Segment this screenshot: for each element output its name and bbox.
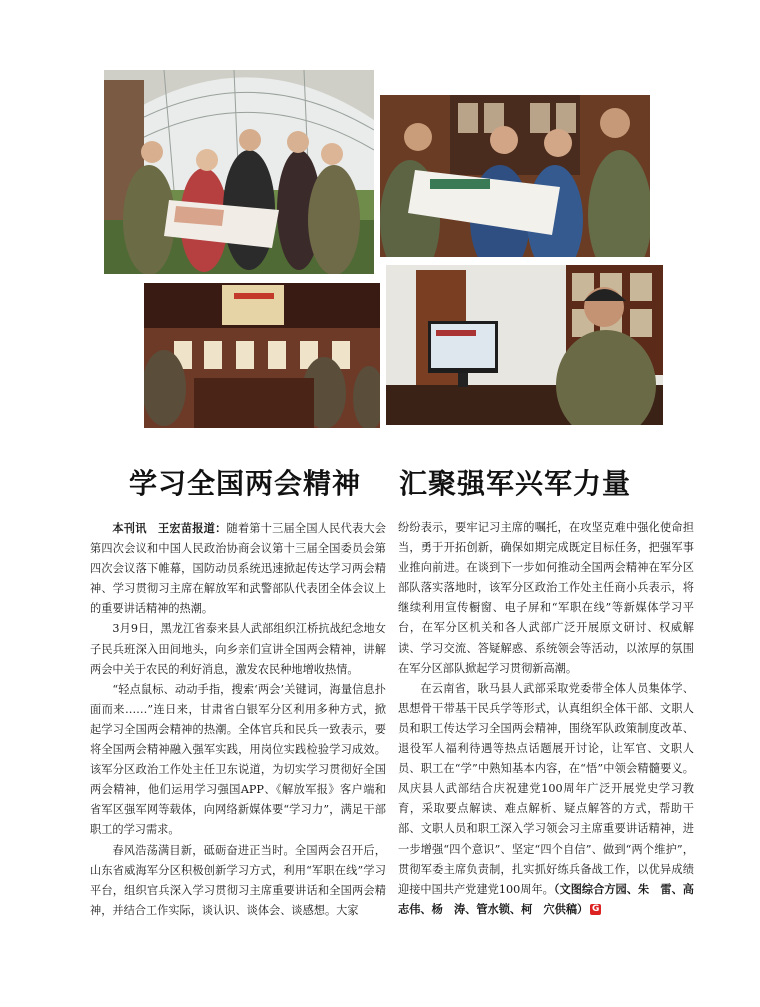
article-column-right [398, 518, 694, 920]
photo-meeting-room [144, 283, 380, 428]
article-credits: （文图综合方园、朱 雷、高志伟、杨 涛、管水锁、柯 穴供稿） [398, 882, 694, 916]
photo-greenhouse-militia [104, 70, 374, 274]
end-mark-icon: G [592, 904, 600, 915]
article-paragraph-3: “轻点鼠标、动动手指，搜索‘两会’关键词，海量信息扑面而来……”连日来，甘肃省白银军分区利用多种方式，掀起学习全国两会精神的热潮。全体官兵和民兵一致表示，要将全国两会精神融入强军实践，用岗位实践检验学习成效。该军分区政治工作处主任卫东说道，为切实学习贯彻好全国两会精神，他们运用学习强国APP、《解放军报》客户端和省军区强军网等载体，向网络新媒体要“学习力”，满足干部职工的学习需求。 [90, 682, 386, 837]
byline: 本刊讯 王宏苗报道： [112, 521, 227, 535]
article-column-left [90, 518, 386, 921]
article-paragraph-2: 3月9日，黑龙江省泰来县人武部组织江桥抗战纪念地女子民兵班深入田间地头，向乡亲们宣讲全国两会精神，讲解两会中关于农民的利好消息，激发农民种地增收热情。 [90, 622, 386, 676]
article-paragraph-4-continued: 纷纷表示，要牢记习主席的嘱托，在攻坚克难中强化使命担当，勇于开拓创新，确保如期完成既定目标任务，把强军事业推向前进。在谈到下一步如何推动全国两会精神在军分区部队落实落地时，该军分区政治工作处主任商小兵表示，将继续利用宣传橱窗、电子屏和“军职在线”等新媒体学习平台，在军分区机关和各人武部广泛开展原文研讨、权威解读、学习交流、答疑解惑、系统领会等活动，以浓厚的氛围在军分区部队掀起学习贯彻新高潮。 [398, 521, 694, 675]
photo-soldier-at-computer [386, 265, 663, 425]
article-paragraph-5: 在云南省，耿马县人武部采取党委带全体人员集体学、思想骨干带基干民兵学等形式，认真组织全体干部、文职人员和职工传达学习全国两会精神，围绕军队政策制度改革、退役军人福利待遇等热点话题展开讨论，让军官、文职人员、职工在“学”中熟知基本内容，在“悟”中领会精髓要义。凤庆县人武部结合庆祝建党100周年广泛开展党史学习教育，采取要点解读、难点解析、疑点解答的方式，帮助干部、文职人员和职工深入学习领会习主席重要讲话精神，进一步增强“四个意识”、坚定“四个自信”、做到“两个维护”，贯彻军委主席负责制，扎实抓好练兵备战工作，以优异成绩迎接中国共产党建党100周年。（文图综合方园、朱 雷、高志伟、杨 涛、管水锁、柯 穴供稿） G [398, 681, 694, 916]
photo-officers-reading-newspaper [380, 95, 650, 257]
headline [0, 462, 760, 502]
headline-part-1: 学习全国两会精神 [128, 467, 361, 500]
article-paragraph-4-start: 春风浩荡满目新，砥砺奋进正当时。全国两会召开后，山东省威海军分区积极创新学习方式，利用“军职在线”学习平台，组织官兵深入学习贯彻习主席重要讲话和全国两会精神，并结合工作实际，谈认识、谈体会、谈感想。大家 [90, 843, 386, 917]
article-paragraph-1: 本刊讯 王宏苗报道：随着第十三届全国人民代表大会第四次会议和中国人民政治协商会议第十三届全国委员会第四次会议落下帷幕，国防动员系统迅速掀起传达学习两会精神、学习贯彻习主席在解放军和武警部队代表团全体会议上的重要讲话精神的热潮。 [90, 521, 386, 616]
headline-part-2: 汇聚强军兴军力量 [399, 467, 632, 500]
